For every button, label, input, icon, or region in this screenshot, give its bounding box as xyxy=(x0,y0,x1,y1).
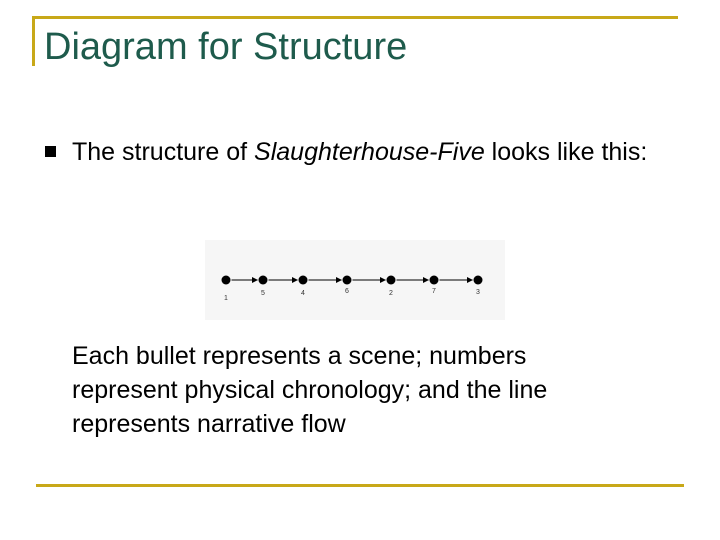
scene-node xyxy=(299,276,308,285)
bullet-prefix: The structure of xyxy=(72,138,255,166)
caption-line: represent physical chronology; and the line xyxy=(72,376,548,404)
scene-chronology-label: 1 xyxy=(224,295,228,302)
scene-node xyxy=(343,276,352,285)
bullet-suffix: looks like this: xyxy=(484,138,648,166)
scene-chronology-label: 3 xyxy=(476,289,480,296)
caption-line: Each bullet represents a scene; numbers xyxy=(72,342,527,370)
bottom-rule xyxy=(36,484,684,487)
scene-node xyxy=(387,276,396,285)
caption xyxy=(72,339,672,441)
structure-diagram-svg xyxy=(205,240,505,320)
scene-chronology-label: 4 xyxy=(301,290,305,297)
scene-node xyxy=(222,276,231,285)
scene-node xyxy=(259,276,268,285)
scene-chronology-label: 2 xyxy=(389,290,393,297)
book-title: Slaughterhouse-Five xyxy=(254,138,485,166)
slide-title: Diagram for Structure xyxy=(44,26,408,68)
left-rule xyxy=(32,16,35,66)
scene-node xyxy=(474,276,483,285)
top-rule xyxy=(32,16,678,19)
scene-node xyxy=(430,276,439,285)
scene-chronology-label: 5 xyxy=(261,290,265,297)
caption-line: represents narrative flow xyxy=(72,410,346,438)
bullet-text xyxy=(72,134,672,171)
structure-diagram xyxy=(205,240,505,320)
scene-chronology-label: 7 xyxy=(432,288,436,295)
square-bullet-icon xyxy=(45,146,56,157)
scene-chronology-label: 6 xyxy=(345,288,349,295)
